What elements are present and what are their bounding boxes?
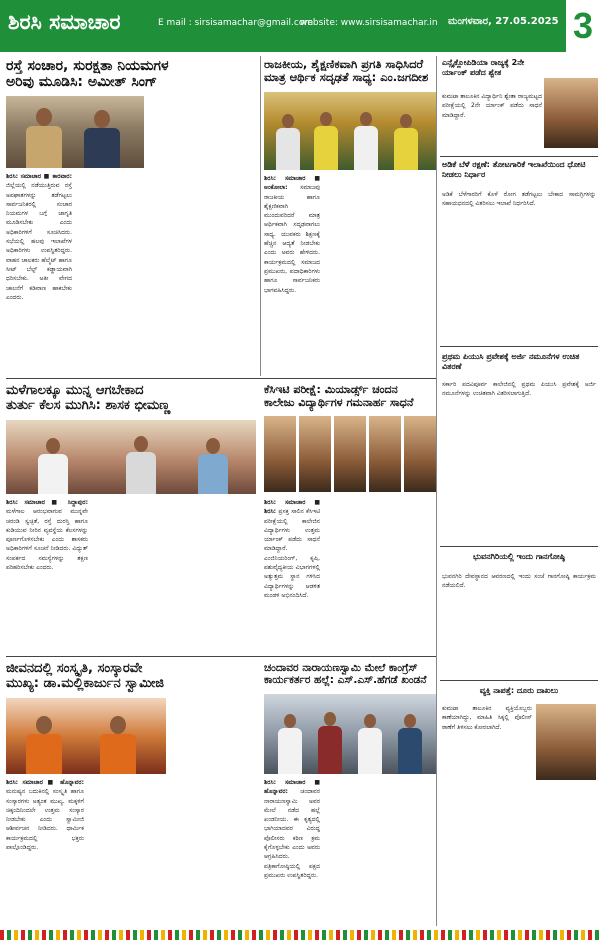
article-5-dateline: ಶಿರಸಿ: ಸಮಾಚಾರ ■ ಹೊನ್ನಾವರ: <box>6 779 84 786</box>
article-3-headline-line1: ಮಳೆಗಾಲಕ್ಕೂ ಮುನ್ನ ಆಗಬೇಕಾದ <box>6 383 144 398</box>
article-1-body-col1 <box>6 172 72 372</box>
article-6-body-col3 <box>380 778 436 924</box>
article-5-body-col2 <box>88 778 166 924</box>
footer-strip <box>0 930 600 940</box>
sidebar-story-2-headline: ಅಡಿಕೆ ಬೆಳೆ ರಕ್ಷಣೆ: ತೋಟಗಾರಿಕೆ ಇಲಾಖೆಯಿಂದ ಧೋಟಿ ನೀಡಲು ನಿರ್ಧಾರ <box>442 160 586 179</box>
sidebar-story-5-photo <box>536 704 596 780</box>
article-4-body-col1 <box>264 498 320 652</box>
article-2-dateline: ಶಿರಸಿ: ಸಮಾಚಾರ ■ ಅಂಕೋಲಾ: <box>264 175 320 192</box>
article-5-body-col3 <box>170 698 256 924</box>
sidebar-story-5 <box>438 686 600 696</box>
sidebar-story-2-body: ಅಡಿಕೆ ಬೆಳೆಗಾರರಿಗೆ ಕೊಳೆ ರೋಗ ತಡೆಗಟ್ಟಲು ಬೇಕಾದ ಸಾಮಗ್ರಿಗಳನ್ನು ಸಹಾಯಧನದಲ್ಲಿ ವಿತರಿಸಲು ಇಲಾಖೆ ನಿರ್ಧರಿಸಿದೆ. <box>442 191 596 208</box>
article-5-headline-line1: ಜೀವನದಲ್ಲಿ ಸಂಸ್ಕೃತಿ, ಸಂಸ್ಕಾರವೇ <box>6 661 143 676</box>
article-2-headline: ರಾಜಕೀಯ, ಶೈಕ್ಷಣಿಕವಾಗಿ ಪ್ರಗತಿ ಸಾಧಿಸಿದರೆ ಮಾತ್ರ ಆರ್ಥಿಕ ಸದೃಢತೆ ಸಾಧ್ಯ: ಎಂ.ಜಗದೀಶ <box>264 57 429 85</box>
article-3-body: ಮಳೆಗಾಲ ಆರಂಭವಾಗುವ ಮುನ್ನವೇ ಚರಂಡಿ ಸ್ವಚ್ಛತೆ, ರಸ್ತೆ ದುರಸ್ತಿ ಹಾಗೂ ಕುಡಿಯುವ ನೀರಿನ ವ್ಯವಸ್ಥೆಯ ಕೆಲಸಗಳನ್ನು ಪೂರ್ಣಗೊಳಿಸಬೇಕು ಎಂದು ಶಾಸಕರು ಅಧಿಕಾರಿಗಳಿಗೆ ಸೂಚನೆ ನೀಡಿದರು. ವಿದ್ಯುತ್ ಸಂಪರ್ಕದ ಸಮಸ್ಯೆಗಳನ್ನು ತಕ್ಷಣ ಪರಿಹರಿಸಬೇಕು ಎಂದರು. <box>6 508 88 572</box>
article-6-body: ಚಂದಾವರ ನಾರಾಯಣಸ್ವಾಮಿ ಅವರ ಮೇಲೆ ನಡೆದ ಹಲ್ಲೆ ಖಂಡನೀಯ. ಈ ಕೃತ್ಯದಲ್ಲಿ ಭಾಗಿಯಾದವರ ವಿರುದ್ಧ ಪೊಲೀಸರು ಕಠಿಣ ಕ್ರಮ ಕೈಗೊಳ್ಳಬೇಕು ಎಂದು ಅವರು ಆಗ್ರಹಿಸಿದರು. ಪತ್ರಿಕಾಗೋಷ್ಠಿಯಲ್ಲಿ ಪಕ್ಷದ ಪ್ರಮುಖರು ಉಪಸ್ಥಿತರಿದ್ದರು. <box>264 788 320 879</box>
student-photo-1 <box>264 416 296 492</box>
article-6-headline <box>264 662 436 686</box>
article-4-body-col2 <box>322 498 378 652</box>
article-3-body-col2 <box>90 498 172 652</box>
article-1-body-col3 <box>148 96 224 372</box>
student-photo-2 <box>299 416 331 492</box>
sidebar-story-3 <box>438 352 600 371</box>
section-rule <box>6 378 436 379</box>
article-3-photo <box>6 420 256 494</box>
article-1-headline-line2: ಅರಿವು ಮೂಡಿಸಿ: ಅಮೀತ್ ಸಿಂಗ್ <box>6 74 158 91</box>
sidebar-story-2 <box>438 160 600 179</box>
article-3-headline <box>6 384 256 414</box>
sidebar-rule-3 <box>440 546 598 547</box>
masthead <box>0 0 600 52</box>
article-3-dateline: ಶಿರಸಿ: ಸಮಾಚಾರ ■ ಸಿದ್ದಾಪುರ: <box>6 499 88 506</box>
article-2-photo <box>264 92 436 170</box>
article-3-body-col3 <box>174 498 256 652</box>
website-link[interactable]: website: www.sirsisamachar.in <box>300 18 438 28</box>
sidebar-rule-1 <box>440 156 598 157</box>
page-number: 3 <box>566 0 600 52</box>
article-6-headline-line2: ಕಾರ್ಯಕರ್ತರ ಹಲ್ಲೆ: ಎಸ್.ಎಸ್.ಹೆಗಡೆ ಖಂಡನೆ <box>264 674 427 687</box>
sidebar-story-4-body: ಭುವನಗಿರಿ ದೇವಸ್ಥಾನದ ಆವರಣದಲ್ಲಿ ಇಂದು ಸಂಜೆ ಗಾನಗೋಷ್ಠಿ ಕಾರ್ಯಕ್ರಮ ನಡೆಯಲಿದೆ. <box>442 573 596 590</box>
article-4-body: ಪ್ರಸಕ್ತ ಸಾಲಿನ ಕೆಸಿಇಟಿ ಪರೀಕ್ಷೆಯಲ್ಲಿ ಕಾಲೇಜಿನ ವಿದ್ಯಾರ್ಥಿಗಳು ಉತ್ತಮ ರ್ಯಾಂಕ್ ಪಡೆದು ಸಾಧನೆ ಮಾಡಿದ್ದಾರೆ. ಎಂಜಿನಿಯರಿಂಗ್, ಕೃಷಿ, ಪಶುವೈದ್ಯಕೀಯ ವಿಭಾಗಗಳಲ್ಲಿ ಅತ್ಯುತ್ತಮ ಸ್ಥಾನ ಗಳಿಸಿದ ವಿದ್ಯಾರ್ಥಿಗಳನ್ನು ಆಡಳಿತ ಮಂಡಳಿ ಅಭಿನಂದಿಸಿದೆ. <box>264 508 320 599</box>
article-4-headline-line2: ಕಾಲೇಜು ವಿದ್ಯಾರ್ಥಿಗಳ ಗಮನಾರ್ಹ ಸಾಧನೆ <box>264 395 414 409</box>
article-3-headline-line2: ತುರ್ತು ಕೆಲಸ ಮುಗಿಸಿ: ಶಾಸಕ ಭೀಮಣ್ಣ <box>6 397 171 413</box>
article-5-headline-line2: ಮುಖ್ಯ: ಡಾ.ಮಲ್ಲಿಕಾರ್ಜುನ ಸ್ವಾಮೀಜಿ <box>6 675 165 691</box>
article-5-body: ಮನುಷ್ಯನ ಬದುಕಿನಲ್ಲಿ ಸಂಸ್ಕೃತಿ ಹಾಗೂ ಸಂಸ್ಕಾರಗಳು ಅತ್ಯಂತ ಮುಖ್ಯ. ಮಕ್ಕಳಿಗೆ ಚಿಕ್ಕಂದಿನಿಂದಲೇ ಉತ್ತಮ ಸಂಸ್ಕಾರ ನೀಡಬೇಕು ಎಂದು ಸ್ವಾಮೀಜಿ ಆಶೀರ್ವಚನ ನೀಡಿದರು. ಧಾರ್ಮಿಕ ಕಾರ್ಯಕ್ರಮದಲ್ಲಿ ಭಕ್ತರು ಪಾಲ್ಗೊಂಡಿದ್ದರು. <box>6 788 84 852</box>
sidebar-story-4-headline: ಭುವನಗಿರಿಯಲ್ಲಿ ಇಂದು ಗಾನಗೋಷ್ಠಿ <box>473 552 565 561</box>
sidebar-story-5-headline: ವ್ಯಕ್ತಿ ನಾಪತ್ತೆ: ದೂರು ದಾಖಲು <box>479 686 559 695</box>
article-4-dateline: ಶಿರಸಿ: ಸಮಾಚಾರ ■ ಶಿರಸಿ: <box>264 499 320 516</box>
student-photo-5 <box>404 416 436 492</box>
article-6-dateline: ಶಿರಸಿ: ಸಮಾಚಾರ ■ ಹೊನ್ನಾವರ: <box>264 779 320 796</box>
article-5-photo <box>6 698 166 774</box>
article-6-photo <box>264 694 436 774</box>
article-2-body-col1 <box>264 174 320 372</box>
section-rule-2 <box>6 656 436 657</box>
sidebar-story-4 <box>438 552 600 562</box>
sidebar-story-5-body: ಕುಮಟಾ ತಾಲೂಕಿನ ವ್ಯಕ್ತಿಯೊಬ್ಬರು ಕಾಣೆಯಾಗಿದ್ದು, ಮಾಹಿತಿ ಸಿಕ್ಕಲ್ಲಿ ಪೊಲೀಸ್ ಠಾಣೆಗೆ ತಿಳಿಸಲು ಕೋರಲಾಗಿದೆ. <box>442 705 532 731</box>
article-2-body-col3 <box>380 174 436 372</box>
article-2-body-col2 <box>322 174 378 372</box>
article-1-body-col2 <box>76 172 144 372</box>
article-4-body-col3 <box>380 498 436 652</box>
article-4-headline <box>264 384 436 409</box>
article-6-body-col2 <box>322 778 378 924</box>
article-1-body-col4 <box>228 96 256 372</box>
article-1-headline-line1: ರಸ್ತೆ ಸಂಚಾರ, ಸುರಕ್ಷತಾ ನಿಯಮಗಳ <box>6 58 169 74</box>
email-address[interactable]: E mail : sirsisamachar@gmail.com <box>158 18 314 28</box>
article-4-headline-line1: ಕೆಸಿಇಟಿ ಪರೀಕ್ಷೆ: ಮಿಯಾರ್ಡ್ಸ್ ಚಂದನ <box>264 383 398 396</box>
article-6-headline-line1: ಚಂದಾವರ ನಾರಾಯಣಸ್ವಾಮಿ ಮೇಲೆ ಕಾಂಗ್ರೆಸ್ <box>264 662 418 674</box>
sidebar-story-1 <box>438 58 600 77</box>
article-1-dateline: ಶಿರಸಿ: ಸಮಾಚಾರ ■ ಕಾರವಾರ: <box>6 173 72 180</box>
sidebar-story-1-body: ಕುಮಟಾ ತಾಲೂಕಿನ ವಿದ್ಯಾರ್ಥಿನಿ ಶ್ವೇತಾ ರಾಜ್ಯಮಟ್ಟದ ಪರೀಕ್ಷೆಯಲ್ಲಿ 2ನೇ ರ್ಯಾಂಕ್ ಪಡೆದು ಸಾಧನೆ ಮಾಡಿದ್ದಾರೆ. <box>442 93 542 119</box>
article-5-body-col1 <box>6 778 84 924</box>
article-6-body-col1 <box>264 778 320 924</box>
column-divider <box>260 56 261 376</box>
sidebar-rule-2 <box>440 346 598 347</box>
student-photo-3 <box>334 416 366 492</box>
article-1-headline <box>6 58 256 90</box>
article-5-headline <box>6 662 256 692</box>
sidebar-story-3-body: ಸರ್ಕಾರಿ ಪದವಿಪೂರ್ವ ಕಾಲೇಜಿನಲ್ಲಿ ಪ್ರಥಮ ಪಿಯುಸಿ ಪ್ರವೇಶಕ್ಕೆ ಅರ್ಜಿ ನಮೂನೆಗಳನ್ನು ಉಚಿತವಾಗಿ ವಿತರಿಸಲಾಗುತ್ತಿದೆ. <box>442 381 596 398</box>
article-2-body: ಸಮಾಜವು ರಾಜಕೀಯ ಹಾಗೂ ಶೈಕ್ಷಣಿಕವಾಗಿ ಮುಂದುವರಿದರೆ ಮಾತ್ರ ಆರ್ಥಿಕವಾಗಿ ಸದೃಢವಾಗಲು ಸಾಧ್ಯ. ಯುವಕರು ಶಿಕ್ಷಣಕ್ಕೆ ಹೆಚ್ಚಿನ ಆದ್ಯತೆ ನೀಡಬೇಕು ಎಂದು ಅವರು ಹೇಳಿದರು. ಕಾರ್ಯಕ್ರಮದಲ್ಲಿ ಸಮಾಜದ ಪ್ರಮುಖರು, ಪದಾಧಿಕಾರಿಗಳು ಹಾಗೂ ಸಾರ್ವಜನಿಕರು ಭಾಗವಹಿಸಿದ್ದರು. <box>264 184 320 294</box>
sidebar-story-1-headline: ಎನ್ಸೈಕ್ಲೋಪಿಡಿಯಾ ರಾಜ್ಯಕ್ಕೆ 2ನೇ ರ್ಯಾಂಕ್ ಪಡೆದ ಶ್ವೇತ <box>442 58 525 77</box>
sidebar-story-3-headline: ಪ್ರಥಮ ಪಿಯುಸಿ ಪ್ರವೇಶಕ್ಕೆ ಅರ್ಜಿ ನಮೂನೆಗಳ ಉಚಿತ ವಿತರಣೆ <box>442 352 580 371</box>
sidebar-rule-4 <box>440 680 598 681</box>
sidebar-divider <box>436 56 437 926</box>
student-photo-4 <box>369 416 401 492</box>
issue-date: ಮಂಗಳವಾರ, 27.05.2025 <box>448 16 559 27</box>
article-1-body: ಜಿಲ್ಲೆಯಲ್ಲಿ ನಡೆಯುತ್ತಿರುವ ರಸ್ತೆ ಅಪಘಾತಗಳನ್ನು ತಡೆಗಟ್ಟಲು ಸಾರ್ವಜನಿಕರಲ್ಲಿ ಸಂಚಾರ ನಿಯಮಗಳ ಬಗ್ಗೆ ಜಾಗೃತಿ ಮೂಡಿಸಬೇಕು ಎಂದು ಅಧಿಕಾರಿಗಳಿಗೆ ಸೂಚಿಸಿದರು. ಸಭೆಯಲ್ಲಿ ಹಲವು ಇಲಾಖೆಗಳ ಅಧಿಕಾರಿಗಳು ಉಪಸ್ಥಿತರಿದ್ದರು. ವಾಹನ ಚಾಲಕರು ಹೆಲ್ಮೆಟ್ ಹಾಗೂ ಸೀಟ್ ಬೆಲ್ಟ್ ಕಡ್ಡಾಯವಾಗಿ ಧರಿಸಬೇಕು. ಅತೀ ವೇಗದ ಚಾಲನೆಗೆ ಕಡಿವಾಣ ಹಾಕಬೇಕು ಎಂದರು. <box>6 182 72 301</box>
article-3-body-col1 <box>6 498 88 652</box>
sidebar-story-1-photo <box>544 78 598 148</box>
paper-name: ಶಿರಸಿ ಸಮಾಚಾರ <box>8 10 121 34</box>
article-1-photo <box>6 96 144 168</box>
